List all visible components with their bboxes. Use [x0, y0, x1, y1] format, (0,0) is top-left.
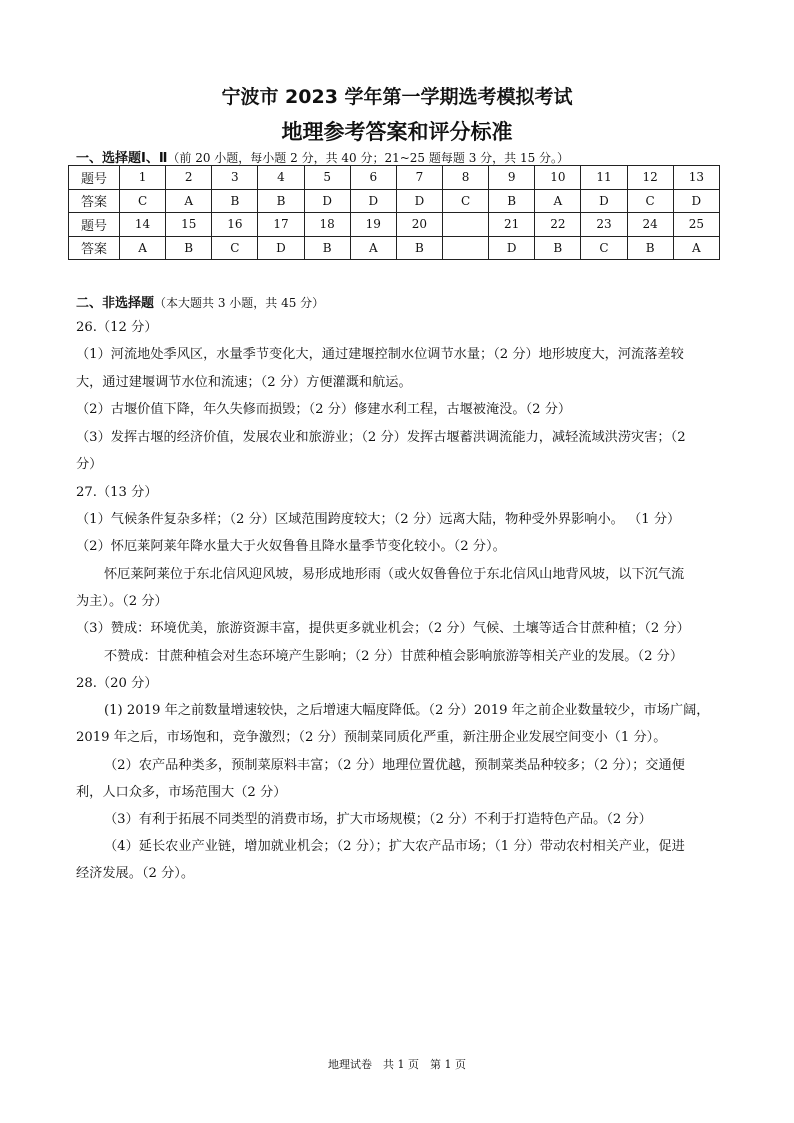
q27-line: （1）气候条件复杂多样；（2 分）区域范围跨度较大；（2 分）远离大陆，物种受外界影响小。 （1 分） — [76, 512, 681, 527]
table-cell: B — [166, 236, 212, 260]
table-cell: 17 — [258, 213, 304, 237]
q27-heading: 27.（13 分） — [76, 485, 158, 500]
q26-line: 大，通过建堰调节水位和流速；（2 分）方便灌溉和航运。 — [76, 375, 412, 390]
table-cell: B — [535, 236, 581, 260]
table-cell: D — [396, 189, 442, 213]
table-cell — [442, 236, 488, 260]
section1-note: （前 20 小题，每小题 2 分，共 40 分；21~25 题每题 3 分，共 15 分。） — [167, 151, 570, 165]
q28-line: （4）延长农业产业链，增加就业机会；（2 分）；扩大农产品市场；（1 分）带动农村相关产业，促进 — [104, 839, 685, 854]
table-cell: 8 — [442, 166, 488, 190]
section2-label: 二、非选择题 — [76, 296, 155, 311]
q28-heading: 28.（20 分） — [76, 676, 158, 691]
table-cell: 3 — [212, 166, 258, 190]
question-number-row — [69, 166, 720, 190]
q26-line: （2）古堰价值下降，年久失修而损毁；（2 分）修建水利工程，古堰被淹没。（2 分） — [76, 402, 572, 417]
q28-line: (1) 2019 年之前数量增速较快，之后增速大幅度降低。（2 分）2019 年之前企业数量较少，市场广阔， — [104, 703, 710, 718]
table-cell: 14 — [120, 213, 166, 237]
table-cell: 5 — [304, 166, 350, 190]
table-cell: 22 — [535, 213, 581, 237]
page-footer: 地理试卷 共 1 页 第 1 页 — [328, 1058, 466, 1071]
table-cell: A — [350, 236, 396, 260]
q27-line: 不赞成：甘蔗种植会对生态环境产生影响；（2 分）甘蔗种植会影响旅游等相关产业的发展。（2 分） — [104, 649, 684, 664]
table-cell: B — [258, 189, 304, 213]
table-cell: C — [627, 189, 673, 213]
table-cell: 19 — [350, 213, 396, 237]
section1-heading — [76, 147, 569, 166]
table-cell: D — [489, 236, 535, 260]
q27-line: （3）赞成：环境优美，旅游资源丰富，提供更多就业机会；（2 分）气候、土壤等适合甘蔗种植；（2 分） — [76, 621, 690, 636]
table-cell: 4 — [258, 166, 304, 190]
table-cell: C — [212, 236, 258, 260]
table-cell: D — [673, 189, 719, 213]
table-cell: C — [442, 189, 488, 213]
q26-line: （3）发挥古堰的经济价值，发展农业和旅游业；（2 分）发挥古堰蓄洪调流能力，减轻流域洪涝灾害；（2 — [76, 430, 686, 445]
table-cell: 21 — [489, 213, 535, 237]
table-cell: 12 — [627, 166, 673, 190]
q28-line: （3）有利于拓展不同类型的消费市场，扩大市场规模；（2 分）不利于打造特色产品。（2 分） — [104, 812, 652, 827]
q27-line: 怀厄莱阿莱位于东北信风迎风坡，易形成地形雨（或火奴鲁鲁位于东北信风山地背风坡，以下沉气流 — [104, 567, 685, 582]
table-cell: 24 — [627, 213, 673, 237]
table-cell: 20 — [396, 213, 442, 237]
row-label: 答案 — [69, 189, 120, 213]
q28-line: （2）农产品种类多，预制菜原料丰富；（2 分）地理位置优越，预制菜类品种较多；（2 分）；交通便 — [104, 758, 685, 773]
table-cell: A — [166, 189, 212, 213]
table-cell: 2 — [166, 166, 212, 190]
q28-line: 经济发展。（2 分）。 — [76, 866, 195, 881]
row-label: 题号 — [69, 166, 120, 190]
table-cell: C — [120, 189, 166, 213]
table-cell: B — [304, 236, 350, 260]
table-cell: 25 — [673, 213, 719, 237]
answer-table — [68, 165, 720, 260]
table-cell: 10 — [535, 166, 581, 190]
table-cell: 11 — [581, 166, 627, 190]
table-cell — [442, 213, 488, 237]
table-cell: A — [673, 236, 719, 260]
table-cell: C — [581, 236, 627, 260]
section2-heading — [76, 292, 324, 311]
table-cell: D — [581, 189, 627, 213]
q26-heading: 26.（12 分） — [76, 320, 158, 335]
q26-line: （1）河流地处季风区，水量季节变化大，通过建堰控制水位调节水量；（2 分）地形坡度大，河流落差较 — [76, 347, 684, 362]
table-cell: D — [258, 236, 304, 260]
q28-line: 利，人口众多，市场范围大（2 分） — [76, 785, 287, 800]
q26-line: 分） — [76, 457, 103, 472]
table-cell: 7 — [396, 166, 442, 190]
exam-title: 宁波市 2023 学年第一学期选考模拟考试 — [221, 86, 573, 108]
table-cell: B — [396, 236, 442, 260]
answer-row — [69, 189, 720, 213]
answer-row — [69, 236, 720, 260]
table-cell: 6 — [350, 166, 396, 190]
section1-label: 一、选择题Ⅰ、Ⅱ — [76, 151, 168, 166]
q27-line: （2）怀厄莱阿莱年降水量大于火奴鲁鲁且降水量季节变化较小。（2 分）。 — [76, 539, 506, 554]
section2-note: （本大题共 3 小题，共 45 分） — [154, 296, 325, 310]
table-cell: A — [535, 189, 581, 213]
table-cell: 18 — [304, 213, 350, 237]
table-cell: 16 — [212, 213, 258, 237]
table-cell: 9 — [489, 166, 535, 190]
table-cell: A — [120, 236, 166, 260]
table-cell: 1 — [120, 166, 166, 190]
answer-key-title: 地理参考答案和评分标准 — [281, 120, 513, 144]
table-cell: B — [212, 189, 258, 213]
table-cell: 15 — [166, 213, 212, 237]
q28-line: 2019 年之后，市场饱和，竞争激烈；（2 分）预制菜同质化严重，新注册企业发展空间变小（1 分）。 — [76, 730, 667, 745]
table-cell: 23 — [581, 213, 627, 237]
q27-line: 为主）。（2 分） — [76, 594, 168, 609]
table-cell: D — [304, 189, 350, 213]
table-cell: 13 — [673, 166, 719, 190]
question-number-row — [69, 213, 720, 237]
row-label: 题号 — [69, 213, 120, 237]
row-label: 答案 — [69, 236, 120, 260]
table-cell: B — [489, 189, 535, 213]
table-cell: B — [627, 236, 673, 260]
table-cell: D — [350, 189, 396, 213]
